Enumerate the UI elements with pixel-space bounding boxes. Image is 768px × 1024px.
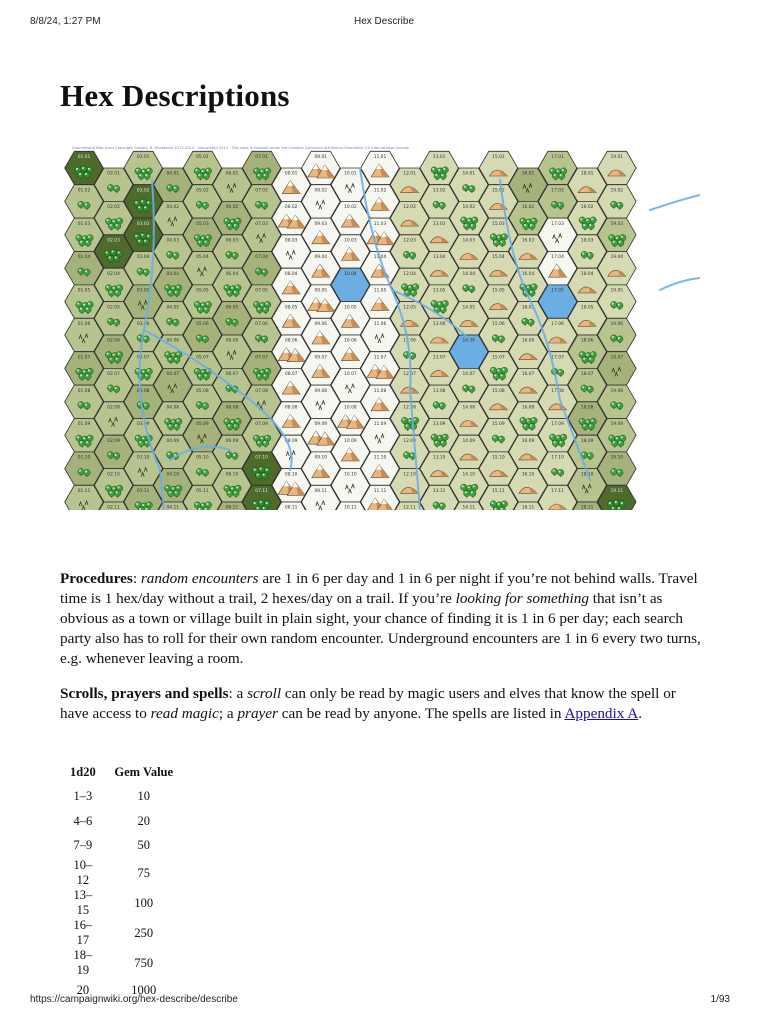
gem-value: 100	[134, 895, 154, 910]
svg-text:05.04: 05.04	[196, 255, 209, 261]
svg-text:11.01: 11.01	[373, 155, 387, 160]
scroll-term: scroll	[247, 685, 282, 702]
print-url: https://campaignwiki.org/hex-describe/describe	[30, 994, 238, 1005]
gem-table-header-row	[62, 760, 184, 784]
read-magic-term: read magic	[150, 705, 219, 722]
svg-text:19.06: 19.06	[610, 322, 624, 327]
svg-text:06.02: 06.02	[225, 205, 239, 211]
svg-text:18.03: 18.03	[580, 238, 594, 244]
gem-value: 10	[137, 788, 150, 803]
gem-value-table	[62, 760, 184, 1003]
svg-text:01.04: 01.04	[77, 255, 91, 261]
svg-text:02.09: 02.09	[107, 438, 120, 444]
svg-text:02.04: 02.04	[107, 271, 120, 277]
gem-value: 50	[137, 838, 150, 853]
svg-text:11.03: 11.03	[373, 221, 387, 227]
svg-text:18.09: 18.09	[580, 438, 594, 444]
svg-text:01.08: 01.08	[77, 388, 91, 394]
svg-text:17.04: 17.04	[551, 255, 564, 261]
svg-text:17.03: 17.03	[551, 221, 564, 227]
svg-text:07.05: 07.05	[255, 288, 268, 294]
svg-text:04.01: 04.01	[166, 171, 180, 177]
svg-text:19.05: 19.05	[610, 288, 624, 294]
svg-text:14.04: 14.04	[462, 271, 476, 277]
gem-value: 1000	[131, 983, 157, 998]
svg-text:06.05: 06.05	[225, 305, 239, 311]
svg-text:13.01: 13.01	[432, 155, 446, 160]
svg-text:18.02: 18.02	[580, 205, 594, 211]
gem-roll: 16–17	[73, 918, 93, 948]
svg-text:08.04: 08.04	[284, 271, 298, 277]
gem-value: 250	[134, 925, 154, 940]
random-encounters-term: random encounters	[140, 570, 259, 587]
gem-roll: 1–3	[73, 788, 93, 803]
svg-text:04.05: 04.05	[166, 305, 180, 311]
svg-text:19.03: 19.03	[610, 221, 624, 227]
svg-text:07.02: 07.02	[255, 188, 268, 194]
svg-text:02.08: 02.08	[107, 405, 120, 411]
svg-text:02.11: 02.11	[107, 505, 120, 510]
svg-text:04.10: 04.10	[166, 472, 180, 478]
svg-text:18.11: 18.11	[580, 505, 594, 510]
svg-text:14.03: 14.03	[462, 238, 476, 244]
svg-text:13.05: 13.05	[432, 288, 446, 294]
svg-text:05.11: 05.11	[196, 489, 209, 494]
svg-text:01.10: 01.10	[77, 455, 91, 461]
hex-map-svg[interactable]	[60, 140, 700, 510]
svg-text:06.07: 06.07	[225, 372, 239, 378]
svg-text:17.07: 17.07	[551, 355, 564, 361]
svg-text:02.03: 02.03	[107, 238, 120, 244]
svg-text:07.10: 07.10	[255, 455, 268, 461]
gem-roll: 18–19	[73, 948, 93, 978]
svg-text:17.06: 17.06	[551, 322, 564, 327]
svg-text:07.06: 07.06	[255, 322, 268, 327]
svg-text:03.11: 03.11	[136, 489, 150, 494]
svg-text:16.02: 16.02	[521, 205, 535, 211]
river-path	[660, 278, 700, 290]
svg-text:10.09: 10.09	[344, 438, 357, 444]
print-footer	[30, 994, 738, 1008]
gem-roll: 20	[76, 983, 90, 998]
svg-text:11.06: 11.06	[373, 322, 387, 327]
svg-text:08.06: 08.06	[284, 338, 298, 344]
svg-text:19.09: 19.09	[610, 422, 624, 428]
svg-text:10.03: 10.03	[344, 238, 357, 244]
table-row	[62, 888, 184, 918]
svg-text:05.03: 05.03	[196, 221, 209, 227]
svg-text:03.01: 03.01	[136, 155, 150, 160]
procedures-paragraph: Procedures: random encounters are 1 in 6 per day and 1 in 6 per night if you’re not behind walls. Travel time is 1 hex/day without a trail, 2 hexes/day on a trail. If you’re looking for something that isn’t as obvious as a town or village built in plain sight, your chance of finding it is 1 in 6 per day; each search party also has to roll for their own random encounter. Underground encounters are 1 in 6 every two turns, e.g. whenever leaving a room.	[60, 570, 701, 667]
svg-text:05.01: 05.01	[196, 155, 209, 160]
gem-value: 75	[137, 865, 150, 880]
svg-text:06.01: 06.01	[225, 171, 239, 177]
svg-text:19.07: 19.07	[610, 355, 624, 361]
svg-text:16.08: 16.08	[521, 405, 535, 411]
svg-text:02.01: 02.01	[107, 171, 120, 177]
svg-text:09.09: 09.09	[314, 422, 328, 428]
svg-text:15.09: 15.09	[492, 422, 505, 428]
svg-text:17.02: 17.02	[551, 188, 564, 194]
gem-roll: 7–9	[73, 838, 93, 853]
svg-text:12.07: 12.07	[403, 372, 416, 378]
svg-text:11.07: 11.07	[373, 355, 387, 361]
svg-text:03.09: 03.09	[136, 422, 150, 428]
svg-text:05.08: 05.08	[196, 388, 209, 394]
svg-text:01.09: 01.09	[77, 422, 91, 428]
svg-text:11.02: 11.02	[373, 188, 387, 194]
svg-text:08.10: 08.10	[284, 472, 298, 478]
looking-for-something-term: looking for something	[455, 590, 589, 607]
svg-text:11.11: 11.11	[373, 489, 387, 494]
svg-text:07.03: 07.03	[255, 221, 268, 227]
svg-text:06.09: 06.09	[225, 438, 239, 444]
svg-text:13.03: 13.03	[432, 221, 446, 227]
svg-text:03.02: 03.02	[136, 188, 150, 194]
svg-text:04.09: 04.09	[166, 438, 180, 444]
svg-text:08.01: 08.01	[284, 171, 298, 177]
page-title: Hex Descriptions	[60, 78, 290, 113]
svg-text:16.04: 16.04	[521, 271, 535, 277]
svg-text:04.11: 04.11	[166, 505, 180, 510]
svg-text:14.08: 14.08	[462, 405, 476, 411]
svg-text:13.08: 13.08	[432, 388, 446, 394]
svg-text:09.04: 09.04	[314, 255, 328, 261]
svg-text:11.04: 11.04	[373, 255, 387, 261]
svg-text:12.10: 12.10	[403, 472, 416, 478]
prayer-term: prayer	[237, 705, 278, 722]
svg-text:16.05: 16.05	[521, 305, 535, 311]
procedures-label: Procedures	[60, 570, 133, 587]
svg-text:01.07: 01.07	[77, 355, 91, 361]
svg-text:09.11: 09.11	[314, 489, 328, 494]
svg-text:01.11: 01.11	[77, 489, 91, 494]
gem-table-header-value: Gem Value	[114, 764, 174, 779]
svg-text:02.06: 02.06	[107, 338, 120, 344]
svg-text:05.05: 05.05	[196, 288, 209, 294]
gem-roll: 13–15	[73, 888, 93, 918]
svg-text:19.01: 19.01	[610, 155, 624, 160]
svg-text:02.07: 02.07	[107, 372, 120, 378]
table-row	[62, 834, 184, 859]
svg-text:17.11: 17.11	[551, 489, 564, 494]
svg-text:16.01: 16.01	[521, 171, 535, 177]
print-datetime: 8/8/24, 1:27 PM	[30, 16, 101, 27]
svg-text:11.05: 11.05	[373, 288, 387, 294]
svg-text:07.01: 07.01	[255, 155, 268, 160]
svg-text:07.09: 07.09	[255, 422, 268, 428]
svg-text:18.10: 18.10	[580, 472, 594, 478]
svg-text:13.09: 13.09	[432, 422, 446, 428]
table-row	[62, 858, 184, 888]
svg-text:17.01: 17.01	[551, 155, 564, 160]
svg-text:17.10: 17.10	[551, 455, 564, 461]
svg-text:13.04: 13.04	[432, 255, 446, 261]
svg-text:03.08: 03.08	[136, 388, 150, 394]
gem-table-header-roll: 1d20	[70, 764, 96, 779]
svg-text:09.07: 09.07	[314, 355, 328, 361]
svg-text:12.02: 12.02	[403, 205, 416, 211]
print-title: Hex Describe	[353, 16, 415, 27]
svg-text:06.10: 06.10	[225, 472, 239, 478]
svg-text:15.11: 15.11	[492, 489, 505, 494]
hex-grid	[65, 151, 636, 510]
svg-text:15.10: 15.10	[492, 455, 505, 461]
svg-text:18.06: 18.06	[580, 338, 594, 344]
scrolls-paragraph: Scrolls, prayers and spells: a scroll can only be read by magic users and elves that know the spell or have access to read magic; a prayer can be read by anyone. The spells are listed in Appendix A.	[60, 685, 676, 722]
svg-text:06.11: 06.11	[225, 505, 239, 510]
table-row	[62, 784, 184, 809]
svg-text:05.06: 05.06	[196, 322, 209, 327]
svg-text:06.03: 06.03	[225, 238, 239, 244]
svg-text:16.10: 16.10	[521, 472, 535, 478]
map-credit: Gnomeyland Map Icons Copyright Gregory B. MacKenzie 2012-2013 · Interpreted 2015 · This work is licensed under the Creative Commons Attribution-ShareAlike 3.0 International License	[72, 146, 409, 150]
svg-text:06.08: 06.08	[225, 405, 239, 411]
svg-text:04.06: 04.06	[166, 338, 180, 344]
svg-text:08.11: 08.11	[284, 505, 298, 510]
svg-text:12.04: 12.04	[403, 271, 416, 277]
svg-text:03.06: 03.06	[136, 322, 150, 327]
svg-text:02.10: 02.10	[107, 472, 120, 478]
svg-text:14.11: 14.11	[462, 505, 476, 510]
gem-value: 750	[134, 955, 154, 970]
svg-text:14.02: 14.02	[462, 205, 476, 211]
svg-text:14.09: 14.09	[462, 438, 476, 444]
svg-text:14.01: 14.01	[462, 171, 476, 177]
svg-text:05.07: 05.07	[196, 355, 209, 361]
svg-text:15.04: 15.04	[492, 255, 505, 261]
svg-text:11.10: 11.10	[373, 455, 387, 461]
svg-text:13.07: 13.07	[432, 355, 446, 361]
svg-text:03.07: 03.07	[136, 355, 150, 361]
svg-text:04.02: 04.02	[166, 205, 180, 211]
svg-text:15.07: 15.07	[492, 355, 505, 361]
svg-text:10.06: 10.06	[344, 338, 357, 344]
svg-text:09.03: 09.03	[314, 221, 328, 227]
svg-text:15.01: 15.01	[492, 155, 505, 160]
gem-roll: 4–6	[73, 813, 93, 828]
scrolls-label: Scrolls, prayers and spells	[60, 685, 229, 702]
svg-text:11.08: 11.08	[373, 388, 387, 394]
svg-text:01.05: 01.05	[77, 288, 91, 294]
svg-text:15.03: 15.03	[492, 221, 505, 227]
svg-text:12.05: 12.05	[403, 305, 416, 311]
svg-text:12.09: 12.09	[403, 438, 416, 444]
svg-text:15.02: 15.02	[492, 188, 505, 194]
gem-roll: 10–12	[73, 858, 93, 888]
svg-text:15.08: 15.08	[492, 388, 505, 394]
svg-text:12.03: 12.03	[403, 238, 416, 244]
print-page-number: 1/93	[710, 994, 730, 1005]
svg-text:10.02: 10.02	[344, 205, 357, 211]
svg-text:16.03: 16.03	[521, 238, 535, 244]
svg-text:02.05: 02.05	[107, 305, 120, 311]
svg-text:10.01: 10.01	[344, 171, 357, 177]
svg-text:13.10: 13.10	[432, 455, 446, 461]
svg-text:10.10: 10.10	[344, 472, 357, 478]
table-row	[62, 918, 184, 948]
svg-text:11.09: 11.09	[373, 422, 387, 428]
svg-text:05.02: 05.02	[196, 188, 209, 194]
river-path	[650, 195, 700, 210]
svg-text:10.04: 10.04	[344, 271, 357, 277]
svg-text:01.02: 01.02	[77, 188, 91, 194]
print-header	[30, 16, 738, 30]
svg-text:06.06: 06.06	[225, 338, 239, 344]
svg-text:19.04: 19.04	[610, 255, 624, 261]
svg-text:10.07: 10.07	[344, 372, 357, 378]
svg-text:09.02: 09.02	[314, 188, 328, 194]
svg-text:14.06: 14.06	[462, 338, 476, 344]
svg-text:10.05: 10.05	[344, 305, 357, 311]
svg-text:17.05: 17.05	[551, 288, 564, 294]
svg-text:17.09: 17.09	[551, 422, 564, 428]
svg-text:16.11: 16.11	[521, 505, 535, 510]
appendix-a-link[interactable]: Appendix A	[564, 705, 639, 722]
svg-text:12.06: 12.06	[403, 338, 416, 344]
svg-text:08.07: 08.07	[284, 372, 298, 378]
svg-text:12.08: 12.08	[403, 405, 416, 411]
svg-text:10.11: 10.11	[344, 505, 357, 510]
svg-text:03.04: 03.04	[136, 255, 150, 261]
svg-text:05.09: 05.09	[196, 422, 209, 428]
svg-text:18.04: 18.04	[580, 271, 594, 277]
svg-text:03.03: 03.03	[136, 221, 150, 227]
svg-text:02.02: 02.02	[107, 205, 120, 211]
svg-text:19.11: 19.11	[610, 489, 624, 494]
svg-text:17.08: 17.08	[551, 388, 564, 394]
svg-text:04.04: 04.04	[166, 271, 180, 277]
gem-value: 20	[137, 813, 150, 828]
svg-text:08.02: 08.02	[284, 205, 298, 211]
svg-text:07.11: 07.11	[255, 489, 268, 494]
svg-text:13.02: 13.02	[432, 188, 446, 194]
svg-text:18.08: 18.08	[580, 405, 594, 411]
svg-text:13.06: 13.06	[432, 322, 446, 327]
svg-text:16.07: 16.07	[521, 372, 535, 378]
svg-text:08.08: 08.08	[284, 405, 298, 411]
svg-text:14.07: 14.07	[462, 372, 476, 378]
svg-text:18.07: 18.07	[580, 372, 594, 378]
table-row	[62, 809, 184, 834]
svg-text:19.08: 19.08	[610, 388, 624, 394]
svg-text:10.08: 10.08	[344, 405, 357, 411]
svg-text:07.04: 07.04	[255, 255, 268, 261]
svg-text:09.01: 09.01	[314, 155, 328, 160]
svg-text:03.10: 03.10	[136, 455, 150, 461]
svg-text:14.10: 14.10	[462, 472, 476, 478]
svg-text:08.09: 08.09	[284, 438, 298, 444]
svg-text:01.01: 01.01	[77, 155, 91, 160]
svg-text:01.06: 01.06	[77, 322, 91, 327]
svg-text:18.01: 18.01	[580, 171, 594, 177]
svg-text:19.02: 19.02	[610, 188, 624, 194]
svg-text:05.10: 05.10	[196, 455, 209, 461]
svg-text:19.10: 19.10	[610, 455, 624, 461]
svg-text:08.05: 08.05	[284, 305, 298, 311]
svg-text:18.05: 18.05	[580, 305, 594, 311]
svg-text:04.08: 04.08	[166, 405, 180, 411]
svg-text:13.11: 13.11	[432, 489, 446, 494]
svg-text:01.03: 01.03	[77, 221, 91, 227]
svg-text:03.05: 03.05	[136, 288, 150, 294]
svg-text:12.11: 12.11	[403, 505, 416, 510]
table-row	[62, 948, 184, 978]
svg-text:09.10: 09.10	[314, 455, 328, 461]
svg-text:07.07: 07.07	[255, 355, 268, 361]
svg-text:12.01: 12.01	[403, 171, 416, 177]
svg-text:09.05: 09.05	[314, 288, 328, 294]
svg-text:06.04: 06.04	[225, 271, 239, 277]
hex-map[interactable]	[60, 140, 700, 510]
svg-text:16.09: 16.09	[521, 438, 535, 444]
svg-text:08.03: 08.03	[284, 238, 298, 244]
svg-text:07.08: 07.08	[255, 388, 268, 394]
svg-text:15.06: 15.06	[492, 322, 505, 327]
svg-text:16.06: 16.06	[521, 338, 535, 344]
svg-text:09.08: 09.08	[314, 388, 328, 394]
svg-text:04.07: 04.07	[166, 372, 180, 378]
svg-text:09.06: 09.06	[314, 322, 328, 327]
svg-text:15.05: 15.05	[492, 288, 505, 294]
svg-text:14.05: 14.05	[462, 305, 476, 311]
svg-text:04.03: 04.03	[166, 238, 180, 244]
